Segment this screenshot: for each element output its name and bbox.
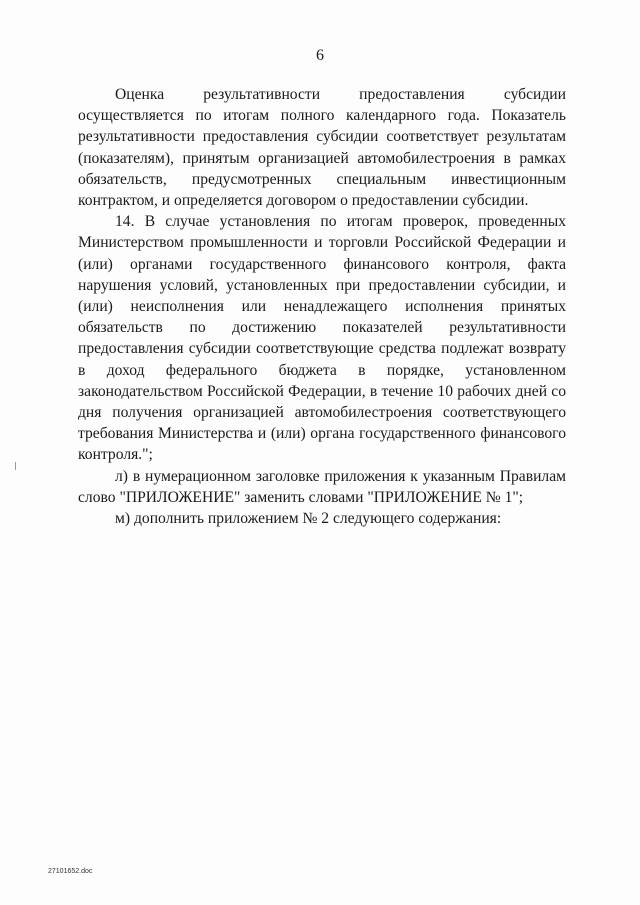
paragraph-effectiveness: Оценка результативности предоставления субсидии осуществляется по итогам полного календарного года. Показатель результативности предоставления субсидии соответствует результатам (показателям), принятым организацией автомобилестроения в рамках обязательств, предусмотренных специальным инвестиционным контрактом, и определяется договором о предоставлении субсидии. bbox=[78, 86, 566, 210]
page-number: 6 bbox=[316, 47, 324, 64]
document-body bbox=[78, 84, 566, 529]
paragraph-l-heading-change: л) в нумерационном заголовке приложения к указанным Правилам слово "ПРИЛОЖЕНИЕ" заменить словами "ПРИЛОЖЕНИЕ № 1"; bbox=[78, 467, 566, 506]
paragraph-m-add-appendix: м) дополнить приложением № 2 следующего содержания: bbox=[115, 510, 502, 528]
scan-artifact bbox=[15, 462, 16, 470]
paragraph-14-refund: 14. В случае установления по итогам проверок, проведенных Министерством промышленности и торговли Российской Федерации и (или) органами государственного финансового контроля, факта нарушения условий, установленных при предоставлении субсидии, и (или) неисполнения или ненадлежащего исполнения принятых обязательств по достижению показателей результативности предоставления субсидии соответствующие средства подлежат возврату в доход федерального бюджета в порядке, установленном законодательством Российской Федерации, в течение 10 рабочих дней со дня получения организацией автомобилестроения соответствующего требования Министерства и (или) органа государственного финансового контроля."; bbox=[78, 213, 566, 464]
footer-file-code: 27101652.doc bbox=[48, 868, 93, 875]
